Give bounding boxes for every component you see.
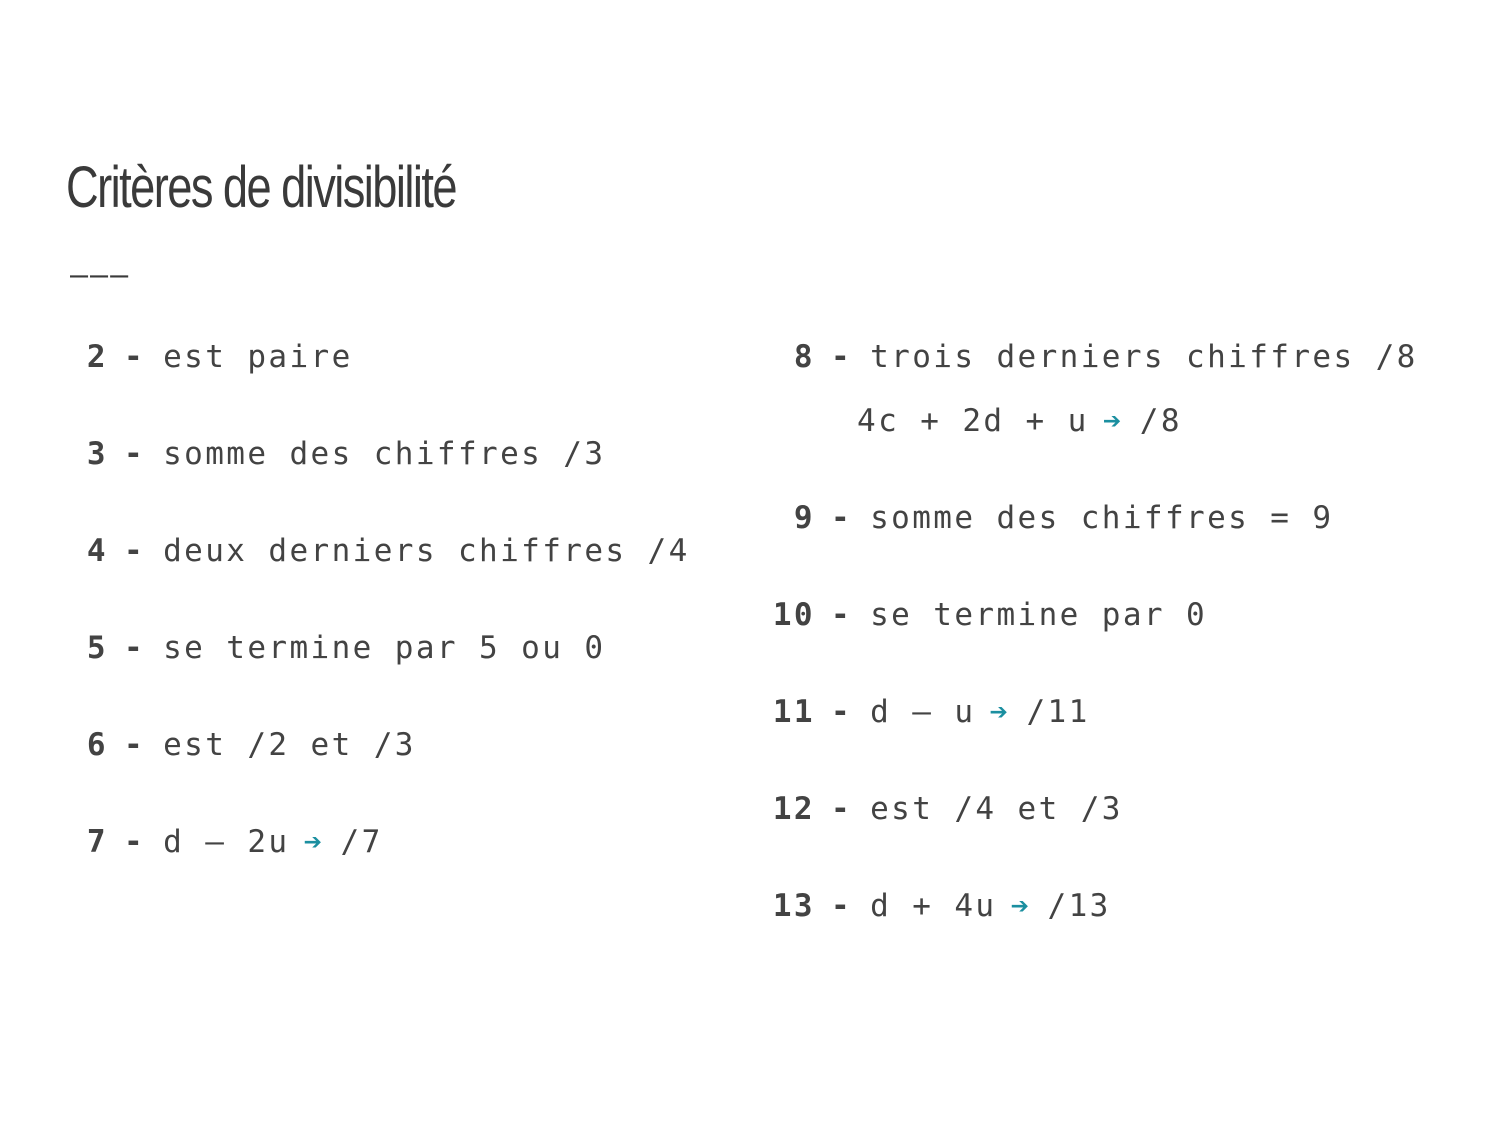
- criterion-number: 6: [86, 727, 108, 763]
- dash: -: [831, 791, 853, 827]
- dash: -: [124, 824, 146, 860]
- criterion-text: somme des chiffres = 9: [870, 500, 1334, 536]
- criterion-text: d – 2u: [163, 824, 290, 860]
- criterion-number: 9: [793, 500, 815, 536]
- criterion-text: est /2 et /3: [163, 727, 416, 763]
- dash: -: [831, 500, 853, 536]
- formula-text: 4c + 2d + u: [857, 403, 1089, 439]
- criterion-8-formula: [857, 398, 1182, 444]
- criterion-11: [772, 689, 1090, 735]
- dash: -: [124, 630, 146, 666]
- criterion-text: se termine par 0: [870, 597, 1208, 633]
- criterion-number: 2: [86, 339, 108, 375]
- criterion-number: 8: [793, 339, 815, 375]
- arrow-right-icon: ➔: [1010, 888, 1032, 924]
- criterion-number: 12: [772, 791, 815, 827]
- slide-title: Critères de divisibilité: [66, 155, 456, 220]
- criterion-number: 5: [86, 630, 108, 666]
- arrow-right-icon: ➔: [1102, 403, 1124, 439]
- arrow-right-icon: ➔: [989, 694, 1011, 730]
- criterion-number: 4: [86, 533, 108, 569]
- criterion-result: /13: [1047, 888, 1111, 924]
- criterion-result: /8: [1139, 403, 1182, 439]
- criterion-result: /7: [340, 824, 383, 860]
- criterion-2: [86, 334, 353, 380]
- dash: -: [124, 727, 146, 763]
- criterion-text: d + 4u: [870, 888, 997, 924]
- criterion-text: deux derniers chiffres /4: [163, 533, 690, 569]
- criterion-text: est /4 et /3: [870, 791, 1123, 827]
- dash: -: [831, 597, 853, 633]
- criterion-7: [86, 819, 383, 865]
- criterion-3: [86, 431, 605, 477]
- criterion-13: [772, 883, 1111, 929]
- criterion-text: d – u: [870, 694, 976, 730]
- criterion-5: [86, 625, 605, 671]
- arrow-right-icon: ➔: [303, 824, 325, 860]
- dash: -: [124, 436, 146, 472]
- dash: -: [124, 339, 146, 375]
- criterion-6: [86, 722, 416, 768]
- criterion-number: 10: [772, 597, 815, 633]
- title-underline: ———: [70, 258, 131, 293]
- criterion-text: se termine par 5 ou 0: [163, 630, 606, 666]
- criterion-8: [772, 334, 1418, 380]
- criterion-9: [772, 495, 1333, 541]
- dash: -: [831, 694, 853, 730]
- criterion-number: 11: [772, 694, 815, 730]
- dash: -: [831, 339, 853, 375]
- criterion-number: 13: [772, 888, 815, 924]
- criterion-10: [772, 592, 1207, 638]
- dash: -: [831, 888, 853, 924]
- criterion-12: [772, 786, 1123, 832]
- criterion-result: /11: [1026, 694, 1090, 730]
- criterion-number: 7: [86, 824, 108, 860]
- criterion-4: [86, 528, 690, 574]
- criterion-number: 3: [86, 436, 108, 472]
- criterion-text: trois derniers chiffres /8: [870, 339, 1418, 375]
- dash: -: [124, 533, 146, 569]
- criterion-text: est paire: [163, 339, 353, 375]
- criterion-text: somme des chiffres /3: [163, 436, 606, 472]
